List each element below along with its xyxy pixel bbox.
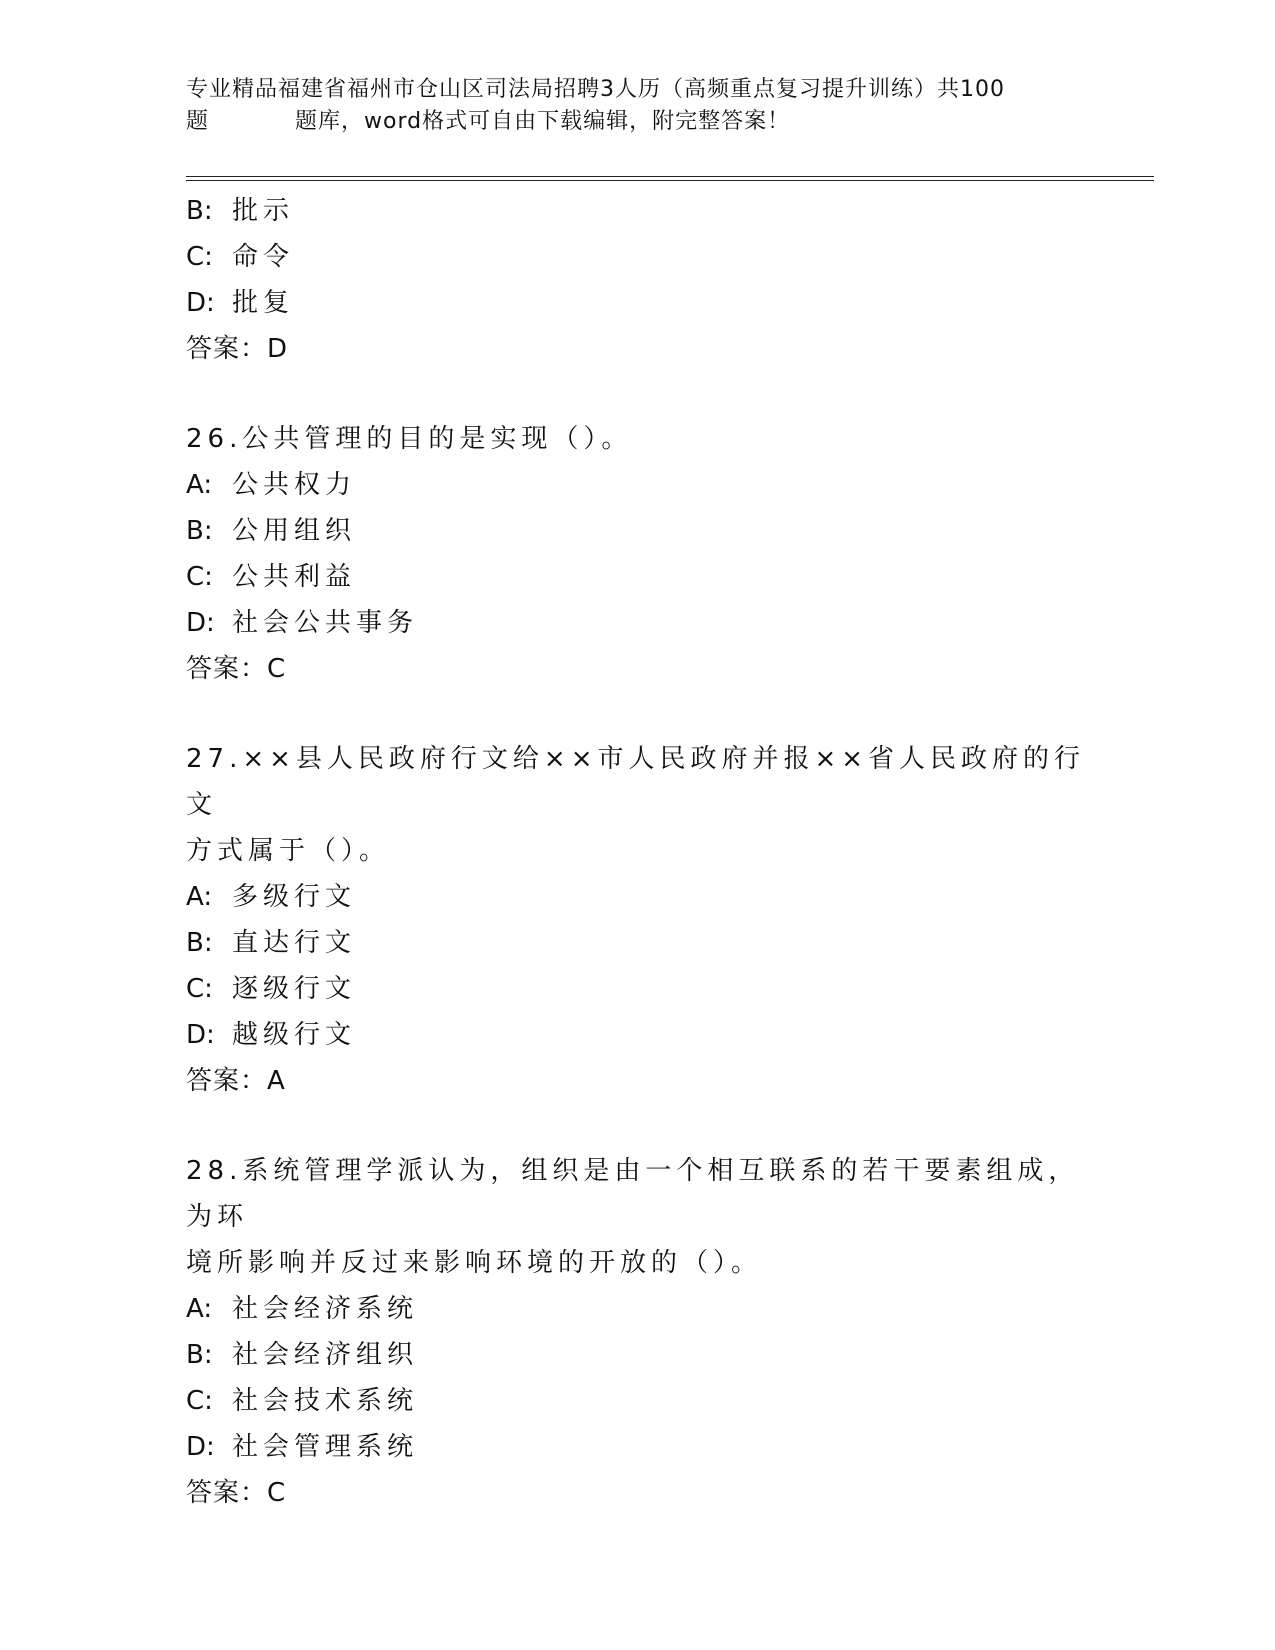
answer-line: 答案：D [186, 334, 289, 364]
option-text: 公共利益 [232, 562, 357, 592]
header-divider [186, 176, 1154, 181]
option [186, 1424, 1086, 1470]
option-key: D: [186, 1020, 215, 1050]
question-27 [186, 736, 1086, 1104]
question-text-continued: 境所影响并反过来影响环境的开放的（）。 [186, 1248, 763, 1278]
option [186, 508, 1086, 554]
option [186, 1332, 1086, 1378]
option-key: A: [186, 470, 213, 500]
option-key: C: [186, 562, 213, 592]
option-key: B: [186, 1340, 213, 1370]
option [186, 1286, 1086, 1332]
document-body [186, 188, 1086, 1516]
option-key: D: [186, 1432, 215, 1462]
question-text: 28.系统管理学派认为，组织是由一个相互联系的若干要素组成，为环 [186, 1156, 1080, 1232]
answer-line: 答案：C [186, 654, 287, 684]
option-text: 命令 [232, 242, 295, 272]
option-key: B: [186, 516, 213, 546]
option-key: D: [186, 608, 215, 638]
option-text: 逐级行文 [232, 974, 357, 1004]
option-key: A: [186, 1294, 213, 1324]
answer-line: 答案：C [186, 1478, 287, 1508]
header-line-2a: 题 [186, 109, 210, 134]
option-text: 批示 [232, 196, 295, 226]
option-text: 批复 [232, 288, 295, 318]
option-key: C: [186, 242, 213, 272]
option [186, 920, 1086, 966]
question-text: 27.××县人民政府行文给××市人民政府并报××省人民政府的行文 [186, 744, 1086, 820]
option-text: 社会经济系统 [232, 1294, 419, 1324]
option-text: 公用组织 [232, 516, 357, 546]
option-key: A: [186, 882, 213, 912]
option-key: B: [186, 196, 213, 226]
option [186, 280, 1086, 326]
option [186, 600, 1086, 646]
option-text: 社会技术系统 [232, 1386, 419, 1416]
option-key: C: [186, 1386, 213, 1416]
option [186, 1012, 1086, 1058]
question-28 [186, 1148, 1086, 1516]
question-text: 26.公共管理的目的是实现（）。 [186, 424, 633, 454]
header-line-2 [186, 106, 1086, 138]
option-text: 社会管理系统 [232, 1432, 419, 1462]
page-header [186, 74, 1086, 138]
option-text: 多级行文 [232, 882, 357, 912]
option-key: C: [186, 974, 213, 1004]
option-key: D: [186, 288, 215, 318]
option-key: B: [186, 928, 213, 958]
option [186, 1378, 1086, 1424]
question-text-continued: 方式属于（）。 [186, 836, 391, 866]
option [186, 874, 1086, 920]
header-line-1: 专业精品福建省福州市仓山区司法局招聘3人历（高频重点复习提升训练）共100 [186, 77, 1005, 102]
header-line-2b: 题库，word格式可自由下载编辑，附完整答案！ [295, 109, 791, 134]
option [186, 188, 1086, 234]
question-26 [186, 416, 1086, 692]
carryover-question [186, 188, 1086, 372]
answer-line: 答案：A [186, 1066, 286, 1096]
option [186, 234, 1086, 280]
option-text: 社会经济组织 [232, 1340, 419, 1370]
option [186, 966, 1086, 1012]
option-text: 社会公共事务 [232, 608, 419, 638]
option [186, 554, 1086, 600]
option-text: 公共权力 [232, 470, 357, 500]
option-text: 直达行文 [232, 928, 357, 958]
option [186, 462, 1086, 508]
option-text: 越级行文 [232, 1020, 357, 1050]
